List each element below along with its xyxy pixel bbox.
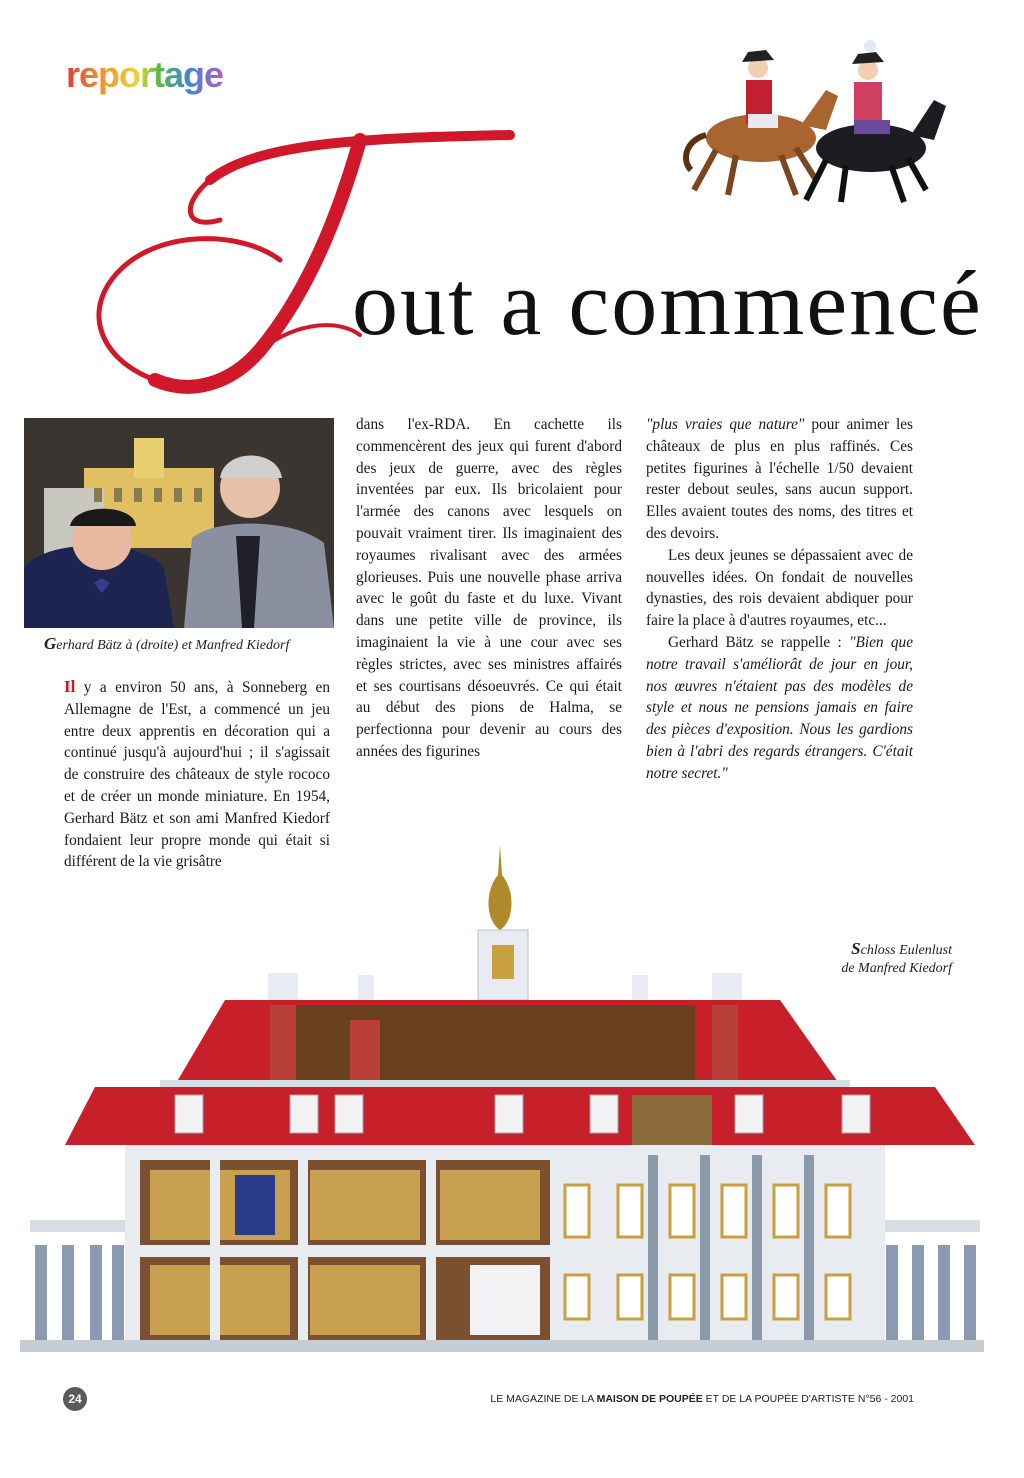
column-3-quote: "plus vraies que nature"	[646, 416, 805, 433]
footer-text	[480, 1393, 914, 1405]
footer-magazine-name: MAISON DE POUPÉE	[596, 1393, 703, 1405]
column-3-para-3-lead: Gerhard Bätz se rappelle :	[668, 633, 850, 651]
photo-caption	[44, 634, 344, 654]
article-column-3	[646, 414, 913, 785]
photo-caption-text: erhard Bätz à (droite) et Manfred Kiedorf	[56, 638, 290, 653]
column-3-para-3-quote: "Bien que notre travail s'améliorât de jour en jour, nos œuvres n'étaient pas des modèles de style et nous ne pensions jamais en faire des pièces d'exposition. Nous les gardions bien à l'abri des regards étrangers. C'était notre secret."	[646, 633, 913, 782]
column-2-text: dans l'ex-RDA. En cachette ils commencèrent des jeux qui furent d'abord des jeux de guerre, avec des règles inventées par eux. Ils bricolaient pour l'armée des canons avec lesquels on pouvait vraiment tirer. Ils imaginaient des royaumes rivalisant avec des armées glorieuses. Puis une nouvelle phase arriva avec le goût du faste et du luxe. Vivant dans une petite ville de province, ils imaginaient la vie à une cour avec ses règles strictes, avec ses ministres affairés et ses courtisans désoeuvrés. Ce qui était au début des pions de Halma, se perfectionna pour devenir au cours des années des figurines	[356, 416, 622, 760]
horsemen-figurines-image	[676, 30, 956, 210]
palace-caption-initial: S	[851, 939, 861, 958]
article-column-1	[64, 676, 330, 873]
page-number: 24	[63, 1387, 87, 1411]
article-column-2	[356, 414, 622, 763]
drop-cap: Il	[64, 677, 76, 696]
title-text: out a commencé	[352, 252, 983, 354]
footer-text-after: ET DE LA POUPÉE D'ARTISTE N°56 - 2001	[702, 1393, 914, 1405]
palace-caption-line-1: chloss Eulenlust	[860, 943, 952, 958]
footer-text-before: LE MAGAZINE DE LA	[490, 1393, 597, 1405]
portrait-photo	[24, 418, 334, 628]
photo-caption-initial: G	[44, 634, 57, 653]
column-1-text: y a environ 50 ans, à Sonneberg en Allemagne de l'Est, a commencé un jeu entre deux apprentis en décoration qui a continué jusqu'à aujourd'hui ; il s'agissait de construire des châteaux de style rococo et de créer un monde miniature. En 1954, Gerhard Bätz et son ami Manfred Kiedorf fondaient leur propre monde qui était si différent de la vie grisâtre	[64, 679, 330, 871]
palace-caption-line-2: de Manfred Kiedorf	[841, 961, 952, 976]
column-3-para-2: Les deux jeunes se dépassaient avec de nouvelles idées. On fondait de nouvelles dynasties, des rois devaient abdiquer pour faire la place à d'autres royaumes, etc...	[646, 546, 913, 630]
section-tag: reportage	[66, 54, 224, 95]
dollhouse-palace-image	[20, 845, 984, 1360]
column-3-para-1: pour animer les châteaux de plus en plus raffinés. Ces petites figurines à l'échelle 1/50 devaient rester debout seules, sans aucun support. Elles avaient toutes des noms, des titres et des devoirs.	[646, 416, 913, 542]
